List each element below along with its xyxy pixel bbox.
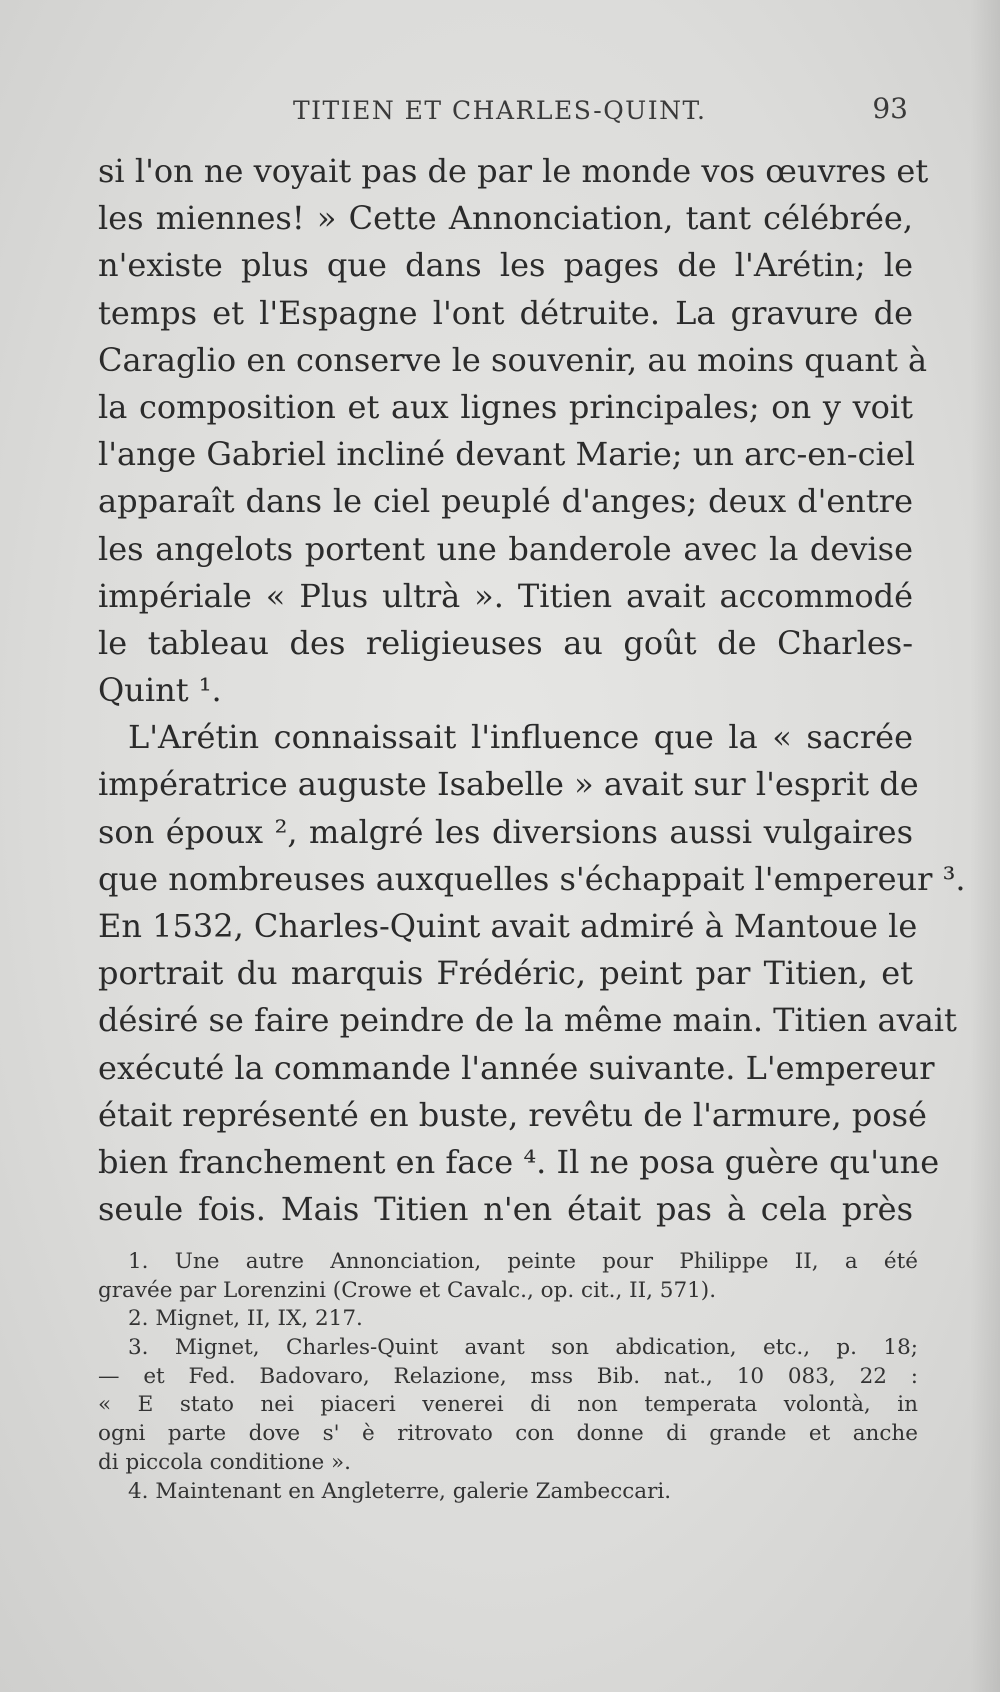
footnote-line: ogni parte dove s' è ritrovato con donne di grande et anche <box>98 1421 918 1447</box>
text-line: le tableau des religieuses au goût de Charles- <box>98 623 913 662</box>
text-line: Quint ¹. <box>98 671 222 710</box>
text-line: portrait du marquis Frédéric, peint par Titien, et <box>98 954 913 993</box>
paragraph-start-line: L'Arétin connaissait l'influence que la « sacrée <box>128 718 913 757</box>
text-line: si l'on ne voyait pas de par le monde vos œuvres et <box>98 152 929 190</box>
footnotes <box>98 1248 918 1506</box>
text-line: En 1532, Charles-Quint avait admiré à Mantoue le <box>98 907 918 945</box>
text-line: son époux ², malgré les diversions aussi vulgaires <box>98 812 913 851</box>
footnote-line: 2. Mignet, II, IX, 217. <box>128 1306 363 1332</box>
running-head: TITIEN ET CHARLES-QUINT. <box>293 96 707 125</box>
page-header <box>98 92 908 132</box>
body-text <box>98 148 966 1233</box>
footnote-line: — et Fed. Badovaro, Relazione, mss Bib. nat., 10 083, 22 : <box>98 1363 918 1389</box>
page-edge-shadow <box>970 0 1000 1692</box>
text-line: impériale « Plus ultrà ». Titien avait accommodé <box>98 576 913 615</box>
footnote-line: di piccola conditione ». <box>98 1449 351 1475</box>
text-line: la composition et aux lignes principales; on y voit <box>98 387 913 426</box>
page-number: 93 <box>872 92 908 125</box>
text-line: Caraglio en conserve le souvenir, au moins quant à <box>98 340 928 379</box>
text-line: seule fois. Mais Titien n'en était pas à cela près <box>98 1190 913 1229</box>
footnote-line: « E stato nei piaceri venerei di non temperata volontà, in <box>98 1392 918 1418</box>
text-line: n'existe plus que dans les pages de l'Arétin; le <box>98 246 913 285</box>
text-line: l'ange Gabriel incliné devant Marie; un arc-en-ciel <box>98 435 915 474</box>
footnote-line: 1. Une autre Annonciation, peinte pour Philippe II, a été <box>128 1249 918 1274</box>
text-line: désiré se faire peindre de la même main. Titien avait <box>98 1001 957 1040</box>
text-line: les miennes! » Cette Annonciation, tant célébrée, <box>98 199 913 238</box>
text-line: bien franchement en face ⁴. Il ne posa guère qu'une <box>98 1142 940 1181</box>
text-line: impératrice auguste Isabelle » avait sur l'esprit de <box>98 765 919 804</box>
footnote-line: 4. Maintenant en Angleterre, galerie Zambeccari. <box>128 1478 672 1504</box>
footnote-line: 3. Mignet, Charles-Quint avant son abdication, etc., p. 18; <box>128 1335 918 1361</box>
text-line: temps et l'Espagne l'ont détruite. La gravure de <box>98 293 913 332</box>
text-line: exécuté la commande l'année suivante. L'empereur <box>98 1048 935 1087</box>
footnote-line: gravée par Lorenzini (Crowe et Cavalc., op. cit., II, 571). <box>98 1277 717 1303</box>
text-line: que nombreuses auxquelles s'échappait l'empereur ³. <box>98 859 966 898</box>
text-line: apparaît dans le ciel peuplé d'anges; deux d'entre <box>98 482 913 521</box>
text-line: était représenté en buste, revêtu de l'armure, posé <box>98 1095 927 1134</box>
text-line: les angelots portent une banderole avec la devise <box>98 529 913 568</box>
